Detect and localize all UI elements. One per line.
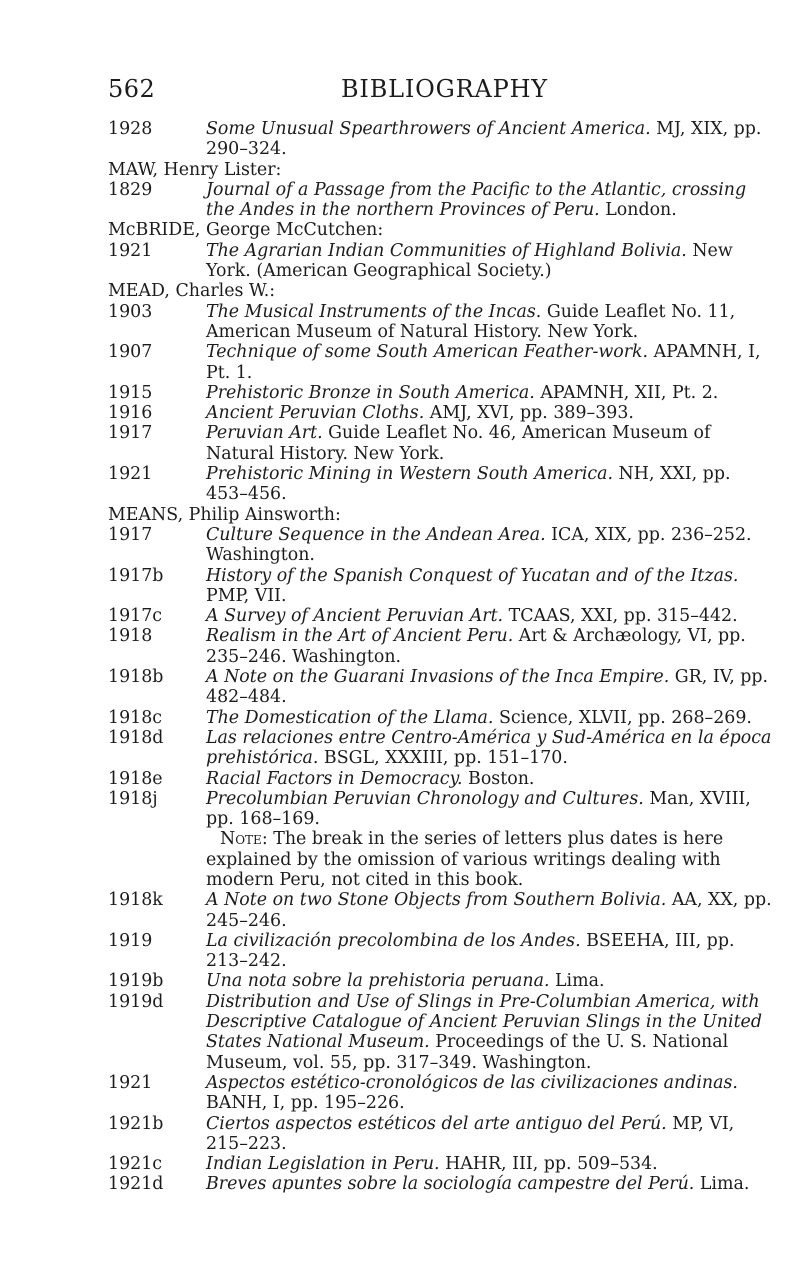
entry-publication-details: Man, XVIII, pp. 168–169. (206, 788, 751, 830)
entry-year: 1921d (108, 1174, 164, 1195)
entry-title: Some Unusual Spearthrowers of Ancient America. (206, 119, 651, 139)
entry-publication-details: BSGL, XXXIII, pp. 151–170. (318, 748, 568, 769)
entry-publication-details: BANH, I, pp. 195–226. (206, 1093, 405, 1114)
entry-year: 1919 (108, 930, 153, 951)
entry-year: 1918j (108, 788, 158, 809)
bibliography-entry (108, 769, 772, 789)
entry-publication-details: Guide Leaflet No. 11, American Museum of Natural History. New York. (206, 301, 736, 342)
entry-publication-details: AA, XX, pp. 245–246. (206, 890, 772, 931)
bibliography-entry (108, 606, 772, 626)
entry-year: 1907 (108, 342, 153, 363)
note-text: : The break in the series of letters plus dates is here explained by the omission of various writings dealing with modern Peru, not cited in this book. (206, 829, 724, 890)
bibliography-entry (108, 708, 772, 728)
bibliography-entry (108, 525, 772, 566)
entry-title: Technique of some South American Feather-work. (206, 342, 649, 363)
entry-year: 1917 (108, 423, 153, 444)
entry-publication-details: Guide Leaflet No. 46, American Museum of Natural History. New York. (206, 423, 711, 464)
entry-year: 1917c (108, 606, 162, 627)
entry-publication-details: Lima. (549, 971, 605, 992)
editorial-note (108, 829, 772, 890)
entry-publication-details: Science, XLVII, pp. 268–269. (493, 707, 752, 728)
page-header (0, 75, 800, 105)
entry-publication-details: GR, IV, pp. 482–484. (206, 667, 769, 708)
author-heading: McBRIDE, George McCutchen: (108, 220, 384, 241)
entry-publication-details: AMJ, XVI, pp. 389–393. (424, 403, 634, 424)
entry-year: 1919b (108, 971, 164, 992)
entry-year: 1921 (108, 464, 153, 485)
entry-year: 1921b (108, 1113, 164, 1134)
bibliography-entry (108, 890, 772, 931)
bibliography-entry (108, 464, 772, 505)
entry-year: 1903 (108, 301, 153, 322)
bibliography-entry (108, 789, 772, 830)
bibliography-entry (108, 423, 772, 464)
entry-title: La civilización precolombina de los Andes. (206, 930, 581, 951)
bibliography-list (108, 119, 772, 1195)
entry-title: Journal of a Passage from the Pacific to the Atlantic, crossing the Andes in the northern Provinces of Peru. (206, 179, 747, 221)
entry-publication-details: MJ, XIX, pp. 290–324. (206, 119, 762, 160)
bibliography-entry (108, 241, 772, 282)
author-heading: MEAD, Charles W.: (108, 281, 276, 302)
bibliography-entry (108, 626, 772, 667)
entry-title: The Domestication of the Llama. (206, 707, 494, 728)
entry-year: 1918 (108, 626, 153, 647)
page-number: 562 (108, 75, 156, 103)
entry-year: 1918b (108, 667, 164, 688)
entry-title: Breves apuntes sobre la sociología campestre del Perú. (206, 1174, 695, 1195)
entry-year: 1918d (108, 727, 164, 748)
running-head: BIBLIOGRAPHY (341, 75, 548, 103)
entry-title: Peruvian Art. (206, 423, 323, 444)
entry-title: Una nota sobre la prehistoria peruana. (206, 971, 550, 992)
entry-year: 1918e (108, 768, 163, 789)
bibliography-entry (108, 667, 772, 708)
bibliography-entry (108, 180, 772, 221)
entry-title: Ciertos aspectos estéticos del arte antiguo del Perú. (206, 1113, 667, 1134)
entry-title: Racial Factors in Democracy. (206, 768, 463, 789)
bibliography-entry (108, 1174, 772, 1194)
entry-title: Ancient Peruvian Cloths. (206, 403, 425, 424)
entry-publication-details: BSEEHA, III, pp. 213–242. (206, 930, 735, 972)
entry-publication-details: Lima. (694, 1174, 750, 1195)
entry-year: 1917 (108, 524, 153, 545)
entry-title: Prehistoric Mining in Western South America. (206, 464, 614, 485)
entry-publication-details: MP, VI, 215–223. (206, 1113, 735, 1154)
entry-title: Las relaciones entre Centro-América y Sud-América en la época prehistórica. (206, 727, 772, 769)
entry-year: 1921 (108, 240, 153, 261)
bibliography-entry (108, 302, 772, 343)
entry-year: 1916 (108, 403, 153, 424)
entry-title: Aspectos estético-cronológicos de las civilizaciones andinas. (206, 1072, 738, 1093)
bibliography-entry (108, 992, 772, 1073)
entry-publication-details: Boston. (462, 768, 535, 789)
entry-publication-details: Art & Archæology, VI, pp. 235–246. Washington. (206, 626, 746, 667)
entry-publication-details: TCAAS, XXI, pp. 315–442. (503, 606, 738, 627)
entry-title: The Agrarian Indian Communities of Highland Bolivia. (206, 240, 687, 261)
entry-publication-details: APAMNH, XII, Pt. 2. (534, 382, 719, 403)
entry-title: Prehistoric Bronze in South America. (206, 382, 535, 403)
bibliography-entry (108, 342, 772, 383)
entry-publication-details: NH, XXI, pp. 453–456. (206, 464, 731, 505)
bibliography-entry (108, 566, 772, 607)
entry-title: A Note on the Guarani Invasions of the Inca Empire. (206, 667, 670, 688)
note-label: Note (220, 829, 262, 850)
author-heading: MEANS, Philip Ainsworth: (108, 504, 341, 525)
entry-title: History of the Spanish Conquest of Yucatan and of the Itzas. (206, 565, 739, 586)
entry-title: Precolumbian Peruvian Chronology and Cultures. (206, 788, 644, 809)
entry-title: The Musical Instruments of the Incas. (206, 301, 542, 322)
entry-title: Culture Sequence in the Andean Area. (206, 524, 546, 545)
entry-title: Indian Legislation in Peru. (206, 1154, 440, 1175)
bibliography-entry (108, 931, 772, 972)
author-heading: MAW, Henry Lister: (108, 159, 282, 180)
bibliography-entry (108, 1073, 772, 1114)
entry-title: A Survey of Ancient Peruvian Art. (206, 606, 504, 627)
entry-title: A Note on two Stone Objects from Southern Bolivia. (206, 890, 667, 911)
bibliography-entry (108, 403, 772, 423)
entry-publication-details: PMP, VII. (206, 585, 287, 606)
bibliography-entry (108, 119, 772, 160)
entry-year: 1829 (108, 179, 153, 200)
bibliography-entry (108, 1154, 772, 1174)
entry-publication-details: APAMNH, I, Pt. 1. (206, 342, 761, 383)
bibliography-entry (108, 383, 772, 403)
entry-year: 1919d (108, 991, 164, 1012)
entry-publication-details: ICA, XIX, pp. 236–252. Washington. (206, 524, 752, 566)
entry-publication-details: HAHR, III, pp. 509–534. (439, 1154, 658, 1175)
entry-year: 1917b (108, 565, 164, 586)
entry-year: 1928 (108, 119, 153, 139)
bibliography-entry (108, 971, 772, 991)
entry-year: 1918c (108, 707, 162, 728)
bibliography-entry (108, 1114, 772, 1155)
bibliography-entry (108, 728, 772, 769)
entry-publication-details: New York. (American Geographical Society.) (206, 240, 733, 282)
entry-publication-details: Proceedings of the U. S. National Museum, vol. 55, pp. 317–349. Washington. (206, 1032, 729, 1073)
entry-year: 1921c (108, 1154, 162, 1175)
entry-year: 1921 (108, 1072, 153, 1093)
entry-title: Realism in the Art of Ancient Peru. (206, 626, 514, 647)
entry-year: 1918k (108, 890, 163, 911)
entry-title: Distribution and Use of Slings in Pre-Columbian America, with Descriptive Catalogue of Ancient Peruvian Slings in the United States National Museum. (206, 991, 762, 1053)
entry-year: 1915 (108, 382, 153, 403)
entry-publication-details: London. (599, 200, 677, 221)
